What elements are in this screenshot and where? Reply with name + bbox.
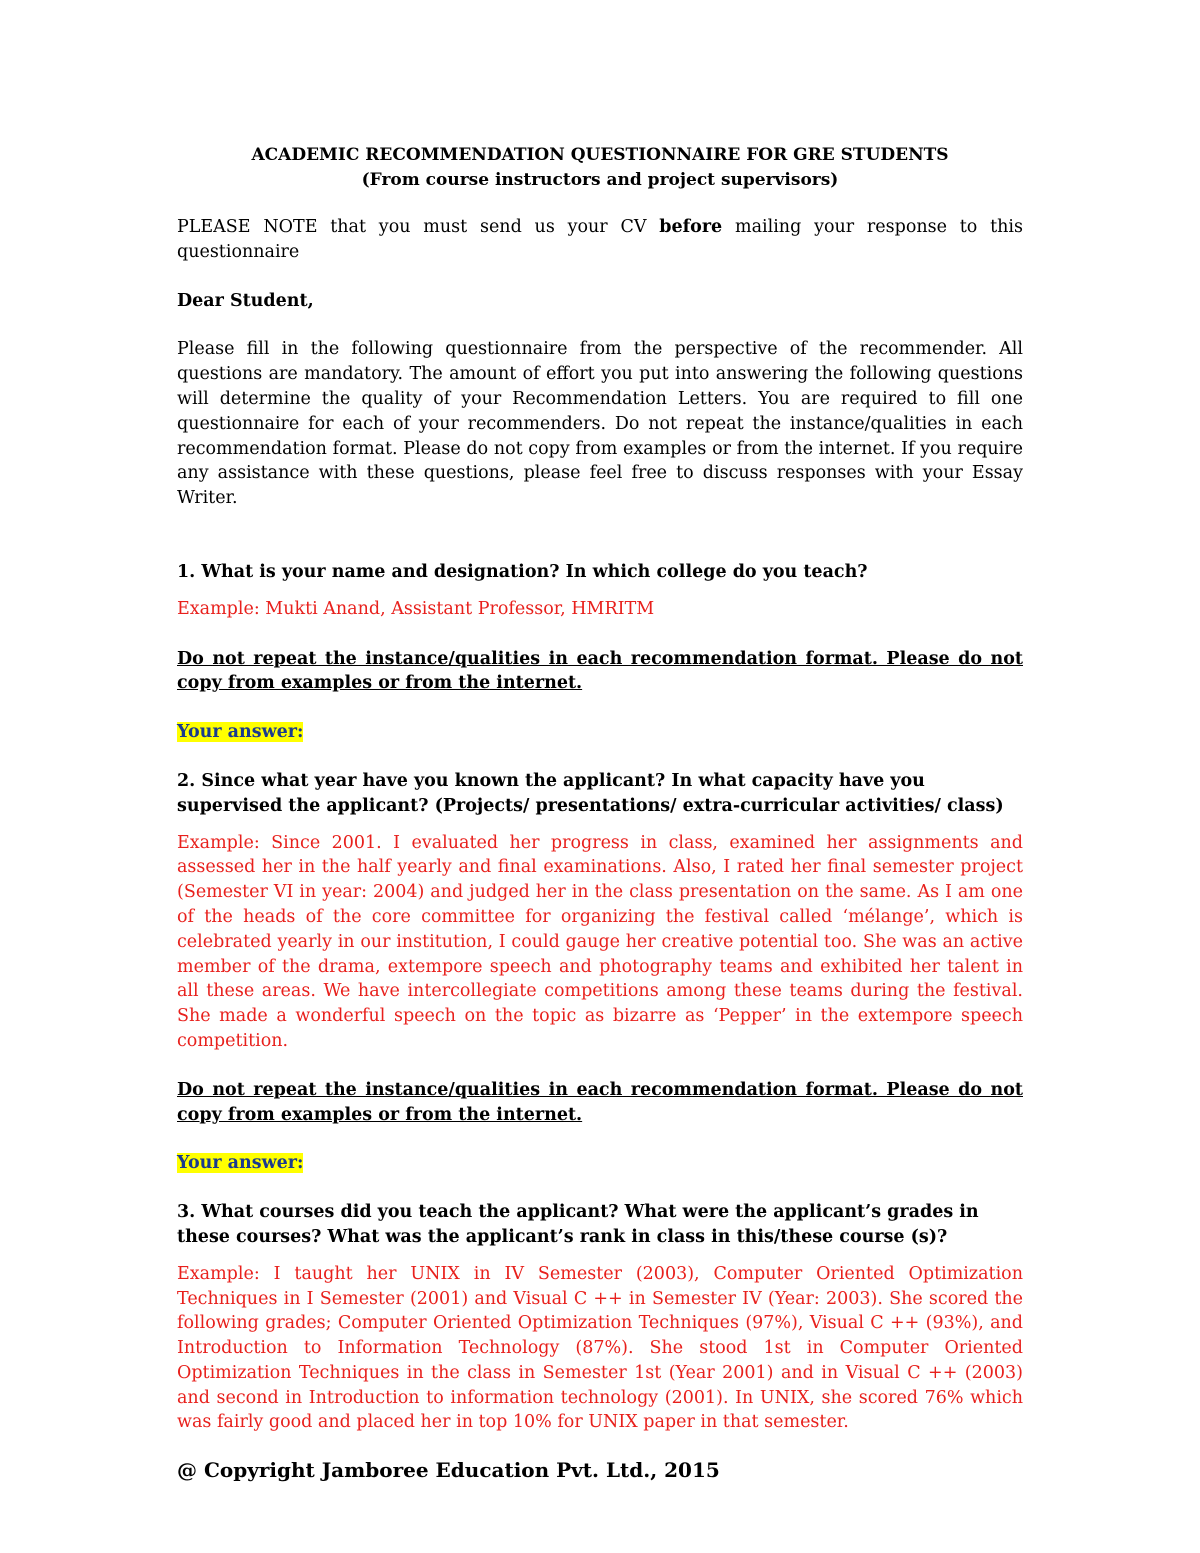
question-2-example: Example: Since 2001. I evaluated her progress in class, examined her assignments and assessed her in the half yearly and final examinations. Also, I rated her final semester project (Semester VI in year: 2004) and judged her in the class presentation on the same. As I am one of the heads of the core committee for organizing the festival called ‘mélange’, which is celebrated yearly in our institution, I could gauge her creative potential too. She was an active member of the drama, extempore speech and photography teams and exhibited her talent in all these areas. We have intercollegiate competitions among these teams during the festival. She made a wonderful speech on the topic as bizarre as ‘Pepper’ in the extempore speech competition. xyxy=(177,832,1023,1051)
question-2-warning: Do not repeat the instance/qualities in each recommendation format. Please do not copy from examples or from the internet. xyxy=(177,1079,1023,1125)
cv-note-bold: before xyxy=(659,217,723,237)
document-subtitle: (From course instructors and project supervisors) xyxy=(361,170,839,190)
document-body xyxy=(177,143,1023,1459)
question-2-answer-label xyxy=(177,1151,1023,1176)
cv-note xyxy=(177,215,1023,265)
intro-paragraph: Please fill in the following questionnaire from the perspective of the recommender. All questions are mandatory. The amount of effort you put into answering the following questions will determine the quality of your Recommendation Letters. You are required to fill one questionnaire for each of your recommenders. Do not repeat the instance/qualities in each recommendation format. Please do not copy from examples or from the internet. If you require any assistance with these questions, please feel free to discuss responses with your Essay Writer. xyxy=(177,339,1023,509)
question-1-example: Example: Mukti Anand, Assistant Professor, HMRITM xyxy=(177,598,655,619)
cv-note-before: PLEASE NOTE that you must send us your CV xyxy=(177,217,660,237)
copyright-footer: @ Copyright Jamboree Education Pvt. Ltd., 2015 xyxy=(177,1458,720,1482)
question-2: 2. Since what year have you known the applicant? In what capacity have you supervised the applicant? (Projects/ presentations/ extra-curricular activities/ class) xyxy=(177,770,1004,816)
answer-highlight: Your answer: xyxy=(177,722,304,743)
question-1-warning: Do not repeat the instance/qualities in each recommendation format. Please do not copy from examples or from the internet. xyxy=(177,648,1023,694)
question-3: 3. What courses did you teach the applicant? What were the applicant’s grades in these courses? What was the applicant’s rank in class in this/these course (s)? xyxy=(177,1202,979,1247)
question-1: 1. What is your name and designation? In which college do you teach? xyxy=(177,561,868,582)
question-3-example: Example: I taught her UNIX in IV Semester (2003), Computer Oriented Optimization Techniques in I Semester (2001) and Visual C ++ in Semester IV (Year: 2003). She scored the following grades; Computer Oriented Optimization Techniques (97%), Visual C ++ (93%), and Introduction to Information Technology (87%). She stood 1st in Computer Oriented Optimization Techniques in the class in Semester 1st (Year 2001) and in Visual C ++ (2003) and second in Introduction to information technology (2001). In UNIX, she scored 76% which was fairly good and placed her in top 10% for UNIX paper in that semester. xyxy=(177,1263,1023,1433)
answer-highlight: Your answer: xyxy=(177,1153,304,1174)
question-1-answer-label xyxy=(177,720,1023,745)
greeting: Dear Student, xyxy=(177,290,314,311)
document-title: ACADEMIC RECOMMENDATION QUESTIONNAIRE FOR GRE STUDENTS xyxy=(251,145,949,165)
cv-note-after: mailing your response to this questionnaire xyxy=(177,217,1023,262)
